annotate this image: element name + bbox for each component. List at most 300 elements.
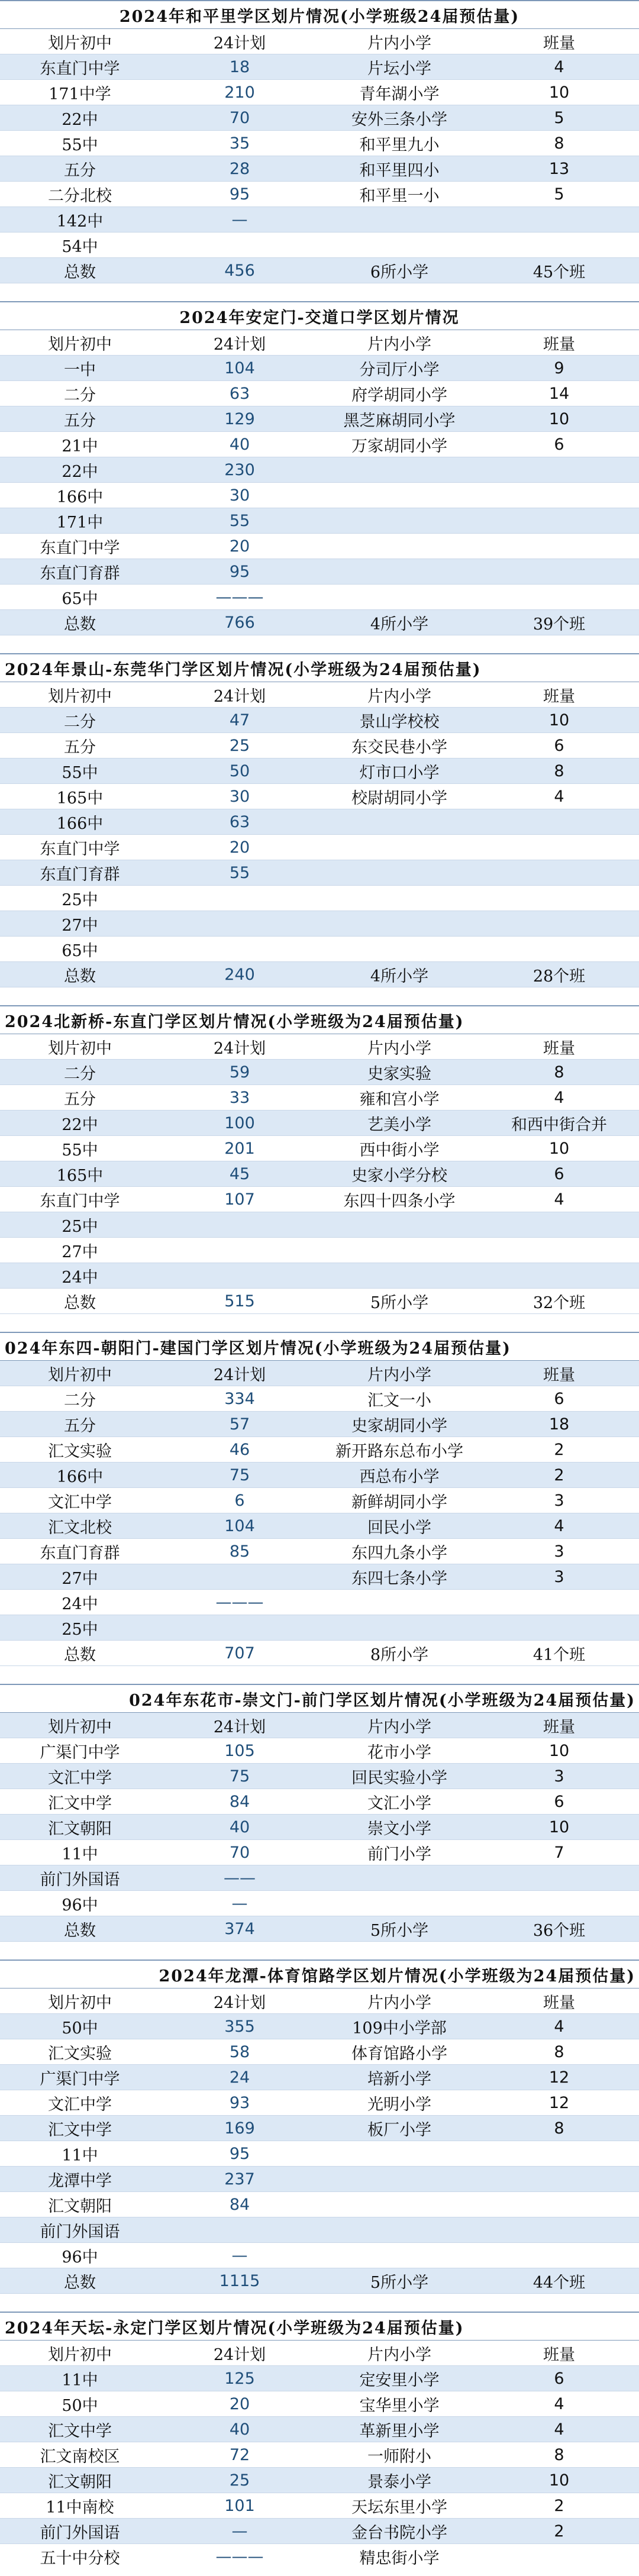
section-title-row [0, 1006, 639, 1034]
table-row [0, 1815, 639, 1840]
class-count-cell [479, 860, 639, 886]
plan-24-cell: 169 [160, 2116, 320, 2141]
plan-24-cell: 72 [160, 2442, 320, 2468]
plan-24-cell: 129 [160, 406, 320, 432]
header-row [0, 1989, 639, 2014]
class-count-cell [479, 1238, 639, 1263]
header-plan-24: 24计划 [160, 29, 320, 54]
class-count-cell: 4 [479, 54, 639, 80]
total-schools: 4所小学 [320, 962, 479, 987]
class-count-cell: 2 [479, 1463, 639, 1488]
primary-school-cell [320, 2192, 479, 2217]
header-plan-24: 24计划 [160, 682, 320, 708]
primary-school-cell [320, 835, 479, 860]
plan-24-cell: 18 [160, 54, 320, 80]
primary-school-cell: 汇文一小 [320, 1386, 479, 1412]
table-row [0, 1789, 639, 1815]
plan-24-cell: 84 [160, 2192, 320, 2217]
plan-24-cell: 58 [160, 2039, 320, 2065]
class-count-cell [479, 2544, 639, 2569]
plan-24-cell: 30 [160, 483, 320, 508]
primary-school-cell: 回民实验小学 [320, 1764, 479, 1789]
section-title-row [0, 302, 639, 330]
header-class-count: 班量 [479, 1361, 639, 1386]
junior-school-cell: 27中 [0, 1564, 160, 1590]
total-label: 总数 [0, 610, 160, 635]
class-count-cell [479, 2167, 639, 2192]
junior-school-cell: 汇文中学 [0, 1789, 160, 1815]
primary-school-cell: 和平里四小 [320, 156, 479, 182]
junior-school-cell: 五分 [0, 733, 160, 758]
primary-school-cell: 天坛东里小学 [320, 2493, 479, 2519]
class-count-cell [479, 1865, 639, 1891]
plan-24-cell: 107 [160, 1187, 320, 1212]
header-primary-school: 片内小学 [320, 29, 479, 54]
table-row [0, 1136, 639, 1161]
primary-school-cell [320, 559, 479, 585]
class-count-cell [479, 457, 639, 483]
primary-school-cell [320, 911, 479, 937]
primary-school-cell: 一师附小 [320, 2442, 479, 2468]
class-count-cell: 4 [479, 2417, 639, 2442]
plan-24-cell: ——— [160, 585, 320, 610]
primary-school-cell: 东四十四条小学 [320, 1187, 479, 1212]
class-count-cell [479, 1212, 639, 1238]
table-row [0, 1564, 639, 1590]
table-row [0, 1187, 639, 1212]
junior-school-cell: 96中 [0, 1891, 160, 1916]
primary-school-cell [320, 1865, 479, 1891]
junior-school-cell: 二分 [0, 1060, 160, 1085]
header-junior-school: 划片初中 [0, 1034, 160, 1060]
primary-school-cell: 体育馆路小学 [320, 2039, 479, 2065]
plan-24-cell: 84 [160, 1789, 320, 1815]
table-row [0, 1412, 639, 1437]
class-count-cell: 5 [479, 182, 639, 207]
table-row [0, 534, 639, 559]
section-title: 2024年景山-东莞华门学区划片情况(小学班级为24届预估量) [0, 654, 639, 682]
total-row [0, 2268, 639, 2294]
primary-school-cell: 和平里一小 [320, 182, 479, 207]
header-junior-school: 划片初中 [0, 1713, 160, 1738]
class-count-cell [479, 937, 639, 962]
header-row [0, 2341, 639, 2366]
plan-24-cell: 101 [160, 2493, 320, 2519]
class-count-cell: 3 [479, 1488, 639, 1513]
section-gap [0, 987, 639, 1006]
table-body [0, 1, 639, 2569]
plan-24-cell [160, 2217, 320, 2243]
total-row [0, 1916, 639, 1942]
gap-cell [0, 1314, 639, 1333]
table-row [0, 2039, 639, 2065]
junior-school-cell: 二分北校 [0, 182, 160, 207]
plan-24-cell: 59 [160, 1060, 320, 1085]
junior-school-cell: 65中 [0, 937, 160, 962]
plan-24-cell: 45 [160, 1161, 320, 1187]
junior-school-cell: 汇文实验 [0, 2039, 160, 2065]
primary-school-cell [320, 508, 479, 534]
plan-24-cell: 95 [160, 559, 320, 585]
junior-school-cell: 50中 [0, 2014, 160, 2039]
table-row [0, 2014, 639, 2039]
plan-24-cell: 55 [160, 508, 320, 534]
primary-school-cell [320, 1238, 479, 1263]
primary-school-cell: 史家实验 [320, 1060, 479, 1085]
header-row [0, 682, 639, 708]
junior-school-cell: 汇文北校 [0, 1513, 160, 1539]
plan-24-cell: 63 [160, 809, 320, 835]
primary-school-cell [320, 937, 479, 962]
class-count-cell: 10 [479, 406, 639, 432]
plan-24-cell: 93 [160, 2090, 320, 2116]
table-row [0, 1590, 639, 1615]
table-row [0, 2519, 639, 2544]
table-row [0, 483, 639, 508]
table-row [0, 356, 639, 381]
primary-school-cell: 金台书院小学 [320, 2519, 479, 2544]
table-row [0, 911, 639, 937]
junior-school-cell: 五分 [0, 1412, 160, 1437]
junior-school-cell: 27中 [0, 1238, 160, 1263]
junior-school-cell: 东直门育群 [0, 559, 160, 585]
junior-school-cell: 前门外国语 [0, 1865, 160, 1891]
class-count-cell: 6 [479, 733, 639, 758]
plan-24-cell: 237 [160, 2167, 320, 2192]
total-classes: 45个班 [479, 258, 639, 283]
plan-24-cell: 85 [160, 1539, 320, 1564]
primary-school-cell: 府学胡同小学 [320, 381, 479, 406]
class-count-cell: 6 [479, 432, 639, 457]
class-count-cell: 2 [479, 2519, 639, 2544]
plan-24-cell: 104 [160, 1513, 320, 1539]
header-primary-school: 片内小学 [320, 1361, 479, 1386]
primary-school-cell [320, 1212, 479, 1238]
table-row [0, 1085, 639, 1111]
primary-school-cell [320, 2141, 479, 2167]
junior-school-cell: 25中 [0, 1615, 160, 1641]
plan-24-cell: 104 [160, 356, 320, 381]
gap-cell [0, 635, 639, 654]
header-plan-24: 24计划 [160, 330, 320, 356]
primary-school-cell [320, 2243, 479, 2268]
plan-24-cell [160, 1238, 320, 1263]
plan-24-cell: —— [160, 1865, 320, 1891]
class-count-cell: 6 [479, 1161, 639, 1187]
class-count-cell [479, 2192, 639, 2217]
plan-24-cell: 63 [160, 381, 320, 406]
header-plan-24: 24计划 [160, 1034, 320, 1060]
primary-school-cell: 板厂小学 [320, 2116, 479, 2141]
total-schools: 8所小学 [320, 1641, 479, 1666]
primary-school-cell [320, 809, 479, 835]
plan-24-cell: 20 [160, 835, 320, 860]
junior-school-cell: 二分 [0, 1386, 160, 1412]
junior-school-cell: 前门外国语 [0, 2217, 160, 2243]
gap-cell [0, 283, 639, 302]
total-classes: 32个班 [479, 1289, 639, 1314]
gap-cell [0, 1942, 639, 1961]
header-plan-24: 24计划 [160, 1713, 320, 1738]
class-count-cell: 6 [479, 2366, 639, 2391]
table-row [0, 2442, 639, 2468]
junior-school-cell: 166中 [0, 1463, 160, 1488]
class-count-cell: 3 [479, 1539, 639, 1564]
junior-school-cell: 50中 [0, 2391, 160, 2417]
plan-24-cell: 201 [160, 1136, 320, 1161]
table-row [0, 2243, 639, 2268]
plan-24-cell: 46 [160, 1437, 320, 1463]
header-class-count: 班量 [479, 1034, 639, 1060]
class-count-cell: 5 [479, 105, 639, 131]
junior-school-cell: 27中 [0, 911, 160, 937]
class-count-cell: 8 [479, 758, 639, 784]
junior-school-cell: 文汇中学 [0, 1488, 160, 1513]
junior-school-cell: 24中 [0, 1263, 160, 1289]
class-count-cell: 12 [479, 2065, 639, 2090]
table-row [0, 559, 639, 585]
junior-school-cell: 二分 [0, 381, 160, 406]
header-junior-school: 划片初中 [0, 330, 160, 356]
junior-school-cell: 21中 [0, 432, 160, 457]
header-primary-school: 片内小学 [320, 330, 479, 356]
primary-school-cell: 史家胡同小学 [320, 1412, 479, 1437]
table-row [0, 1764, 639, 1789]
class-count-cell [479, 2243, 639, 2268]
table-row [0, 2116, 639, 2141]
table-row [0, 1513, 639, 1539]
primary-school-cell: 片坛小学 [320, 54, 479, 80]
primary-school-cell: 和平里九小 [320, 131, 479, 156]
primary-school-cell: 前门小学 [320, 1840, 479, 1865]
plan-24-cell: 28 [160, 156, 320, 182]
header-junior-school: 划片初中 [0, 1989, 160, 2014]
class-count-cell: 4 [479, 1085, 639, 1111]
plan-24-cell: 6 [160, 1488, 320, 1513]
header-class-count: 班量 [479, 1713, 639, 1738]
junior-school-cell: 汇文朝阳 [0, 2192, 160, 2217]
junior-school-cell: 广渠门中学 [0, 1738, 160, 1764]
header-class-count: 班量 [479, 330, 639, 356]
primary-school-cell [320, 2167, 479, 2192]
primary-school-cell: 灯市口小学 [320, 758, 479, 784]
plan-24-cell: 70 [160, 105, 320, 131]
junior-school-cell: 东直门中学 [0, 534, 160, 559]
class-count-cell [479, 534, 639, 559]
plan-24-cell: 33 [160, 1085, 320, 1111]
junior-school-cell: 165中 [0, 1161, 160, 1187]
class-count-cell [479, 835, 639, 860]
junior-school-cell: 汇文实验 [0, 1437, 160, 1463]
junior-school-cell: 96中 [0, 2243, 160, 2268]
table-row [0, 1060, 639, 1085]
total-classes: 44个班 [479, 2268, 639, 2294]
class-count-cell: 10 [479, 80, 639, 105]
table-row [0, 2217, 639, 2243]
plan-24-cell: 230 [160, 457, 320, 483]
plan-24-cell: ——— [160, 1590, 320, 1615]
table-row [0, 1238, 639, 1263]
primary-school-cell [320, 2217, 479, 2243]
header-class-count: 班量 [479, 2341, 639, 2366]
plan-24-cell: 95 [160, 182, 320, 207]
junior-school-cell: 22中 [0, 105, 160, 131]
section-title: 2024年安定门-交道口学区划片情况 [0, 302, 639, 330]
plan-24-cell [160, 1263, 320, 1289]
plan-24-cell: 47 [160, 708, 320, 733]
section-gap [0, 1666, 639, 1685]
table-row [0, 381, 639, 406]
primary-school-cell: 文汇小学 [320, 1789, 479, 1815]
plan-24-cell [160, 1615, 320, 1641]
plan-24-cell: — [160, 207, 320, 233]
table-row [0, 432, 639, 457]
table-row [0, 585, 639, 610]
header-row [0, 1361, 639, 1386]
section-title-row [0, 654, 639, 682]
primary-school-cell: 定安里小学 [320, 2366, 479, 2391]
header-plan-24: 24计划 [160, 1361, 320, 1386]
junior-school-cell: 55中 [0, 131, 160, 156]
header-class-count: 班量 [479, 29, 639, 54]
junior-school-cell: 汇文朝阳 [0, 1815, 160, 1840]
class-count-cell [479, 911, 639, 937]
section-title-row [0, 1, 639, 29]
section-gap [0, 1314, 639, 1333]
primary-school-cell [320, 233, 479, 258]
total-classes: 39个班 [479, 610, 639, 635]
header-primary-school: 片内小学 [320, 1989, 479, 2014]
class-count-cell: 14 [479, 381, 639, 406]
junior-school-cell: 166中 [0, 809, 160, 835]
primary-school-cell: 黑芝麻胡同小学 [320, 406, 479, 432]
header-plan-24: 24计划 [160, 2341, 320, 2366]
section-title: 2024年和平里学区划片情况(小学班级24届预估量) [0, 1, 639, 29]
table-row [0, 457, 639, 483]
total-label: 总数 [0, 258, 160, 283]
class-count-cell [479, 809, 639, 835]
class-count-cell [479, 2141, 639, 2167]
section-title-row [0, 1960, 639, 1989]
total-plan: 766 [160, 610, 320, 635]
primary-school-cell [320, 1263, 479, 1289]
header-primary-school: 片内小学 [320, 682, 479, 708]
table-row [0, 1615, 639, 1641]
table-row [0, 784, 639, 809]
primary-school-cell [320, 1891, 479, 1916]
class-count-cell [479, 508, 639, 534]
plan-24-cell: 95 [160, 2141, 320, 2167]
primary-school-cell [320, 886, 479, 911]
primary-school-cell: 宝华里小学 [320, 2391, 479, 2417]
junior-school-cell: 东直门中学 [0, 1187, 160, 1212]
class-count-cell: 4 [479, 2014, 639, 2039]
class-count-cell [479, 1615, 639, 1641]
total-label: 总数 [0, 962, 160, 987]
table-row [0, 1738, 639, 1764]
table-row [0, 54, 639, 80]
total-classes: 36个班 [479, 1916, 639, 1942]
junior-school-cell: 五分 [0, 1085, 160, 1111]
plan-24-cell: 24 [160, 2065, 320, 2090]
class-count-cell: 13 [479, 156, 639, 182]
junior-school-cell: 11中南校 [0, 2493, 160, 2519]
junior-school-cell: 171中学 [0, 80, 160, 105]
junior-school-cell: 55中 [0, 758, 160, 784]
total-classes: 28个班 [479, 962, 639, 987]
table-row [0, 2544, 639, 2569]
table-row [0, 1865, 639, 1891]
total-row [0, 258, 639, 283]
table-row [0, 406, 639, 432]
total-plan: 374 [160, 1916, 320, 1942]
table-row [0, 2468, 639, 2493]
class-count-cell [479, 559, 639, 585]
class-count-cell: 4 [479, 2391, 639, 2417]
class-count-cell: 2 [479, 1437, 639, 1463]
class-count-cell: 3 [479, 1764, 639, 1789]
plan-24-cell: 105 [160, 1738, 320, 1764]
plan-24-cell [160, 937, 320, 962]
table-row [0, 2141, 639, 2167]
junior-school-cell: 二分 [0, 708, 160, 733]
total-schools: 5所小学 [320, 1289, 479, 1314]
section-gap [0, 283, 639, 302]
total-schools: 5所小学 [320, 1916, 479, 1942]
junior-school-cell: 广渠门中学 [0, 2065, 160, 2090]
total-plan: 707 [160, 1641, 320, 1666]
header-row [0, 29, 639, 54]
total-label: 总数 [0, 1289, 160, 1314]
header-class-count: 班量 [479, 1989, 639, 2014]
class-count-cell: 10 [479, 708, 639, 733]
plan-24-cell: 70 [160, 1840, 320, 1865]
plan-24-cell: — [160, 1891, 320, 1916]
junior-school-cell: 11中 [0, 2141, 160, 2167]
junior-school-cell: 东直门育群 [0, 1539, 160, 1564]
table-row [0, 1539, 639, 1564]
table-row [0, 733, 639, 758]
plan-24-cell [160, 886, 320, 911]
primary-school-cell: 东四七条小学 [320, 1564, 479, 1590]
junior-school-cell: 25中 [0, 886, 160, 911]
table-row [0, 1840, 639, 1865]
table-row [0, 2192, 639, 2217]
header-junior-school: 划片初中 [0, 2341, 160, 2366]
table-row [0, 1111, 639, 1136]
header-row [0, 330, 639, 356]
junior-school-cell: 五十中分校 [0, 2544, 160, 2569]
table-row [0, 1161, 639, 1187]
primary-school-cell: 花市小学 [320, 1738, 479, 1764]
primary-school-cell: 青年湖小学 [320, 80, 479, 105]
total-classes: 41个班 [479, 1641, 639, 1666]
gap-cell [0, 987, 639, 1006]
class-count-cell: 4 [479, 1187, 639, 1212]
class-count-cell [479, 233, 639, 258]
primary-school-cell: 安外三条小学 [320, 105, 479, 131]
total-row [0, 962, 639, 987]
section-gap [0, 1942, 639, 1961]
primary-school-cell: 西总布小学 [320, 1463, 479, 1488]
header-primary-school: 片内小学 [320, 1034, 479, 1060]
junior-school-cell: 25中 [0, 1212, 160, 1238]
plan-24-cell: 40 [160, 1815, 320, 1840]
class-count-cell: 4 [479, 784, 639, 809]
junior-school-cell: 五分 [0, 406, 160, 432]
plan-24-cell: 355 [160, 2014, 320, 2039]
section-title-row [0, 2312, 639, 2341]
